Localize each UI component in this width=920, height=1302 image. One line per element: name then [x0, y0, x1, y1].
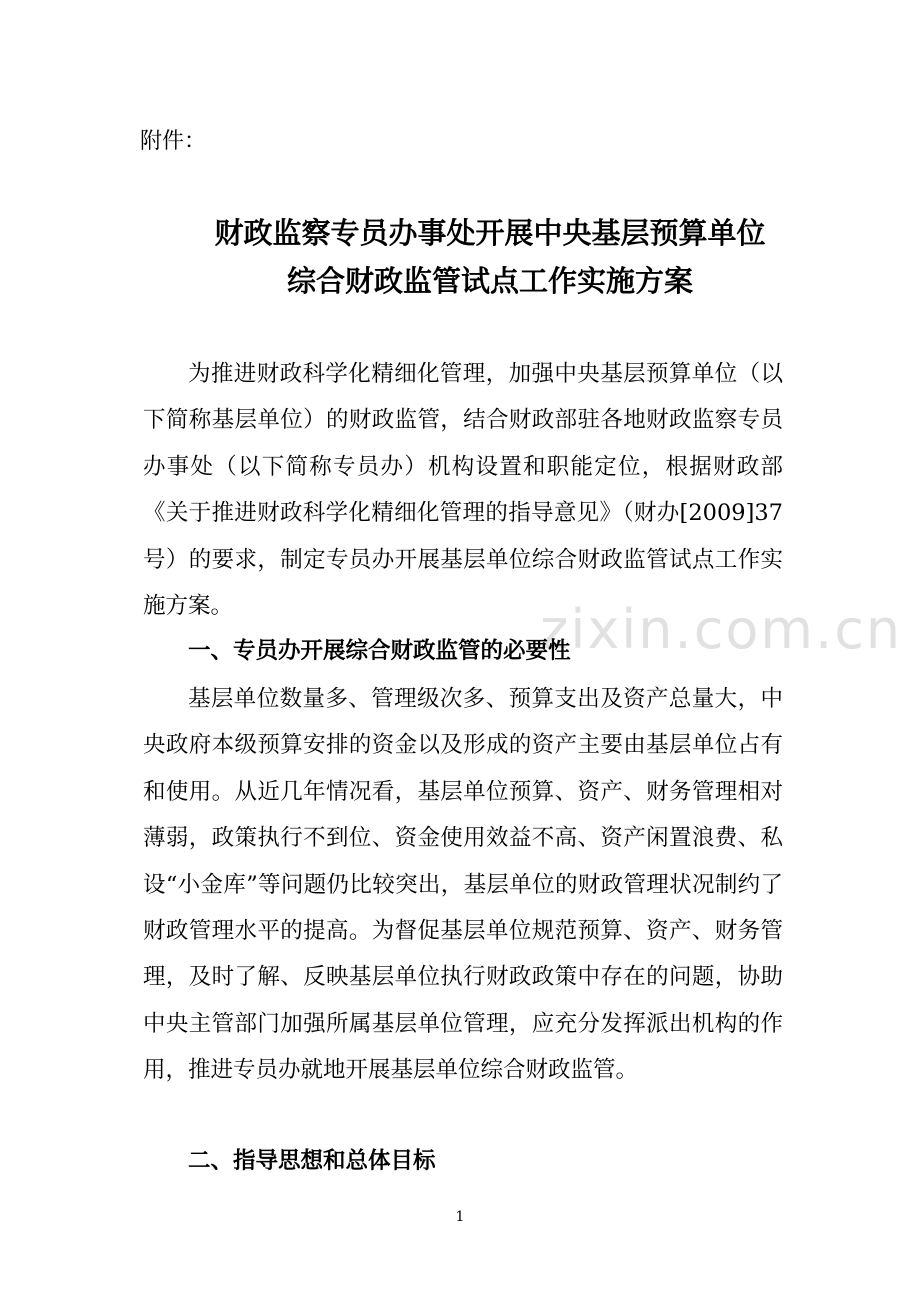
page-number: 1	[455, 1209, 465, 1225]
document-title-line-1: 财政监察专员办事处开展中央基层预算单位	[214, 216, 766, 250]
attachment-label: 附件：	[140, 129, 207, 154]
section-1-paragraph: 基层单位数量多、管理级次多、预算支出及资产总量大，中央政府本级预算安排的资金以及形成的资产主要由基层单位占有和使用。从近几年情况看，基层单位预算、资产、财务管理相对薄弱，政策执行不到位、资金使用效益不高、资产闲置浪费、私设“小金库”等问题仍比较突出，基层单位的财政管理状况制约了财政管理水平的提高。为督促基层单位规范预算、资产、财务管理，及时了解、反映基层单位执行财政政策中存在的问题，协助中央主管部门加强所属基层单位管理，应充分发挥派出机构的作用，推进专员办就地开展基层单位综合财政监管。	[143, 686, 783, 1084]
intro-paragraph: 为推进财政科学化精细化管理，加强中央基层预算单位（以下简称基层单位）的财政监管，结合财政部驻各地财政监察专员办事处（以下简称专员办）机构设置和职能定位，根据财政部《关于推进财政科学化精细化管理的指导意见》（财办[2009]37号）的要求，制定专员办开展基层单位综合财政监管试点工作实施方案。	[143, 361, 783, 620]
watermark: zixin.com.cn	[540, 598, 903, 661]
section-heading-2: 二、指导思想和总体目标	[188, 1148, 436, 1174]
section-heading-1: 一、专员办开展综合财政监管的必要性	[188, 638, 571, 664]
document-title-line-2: 综合财政监管试点工作实施方案	[286, 264, 693, 298]
